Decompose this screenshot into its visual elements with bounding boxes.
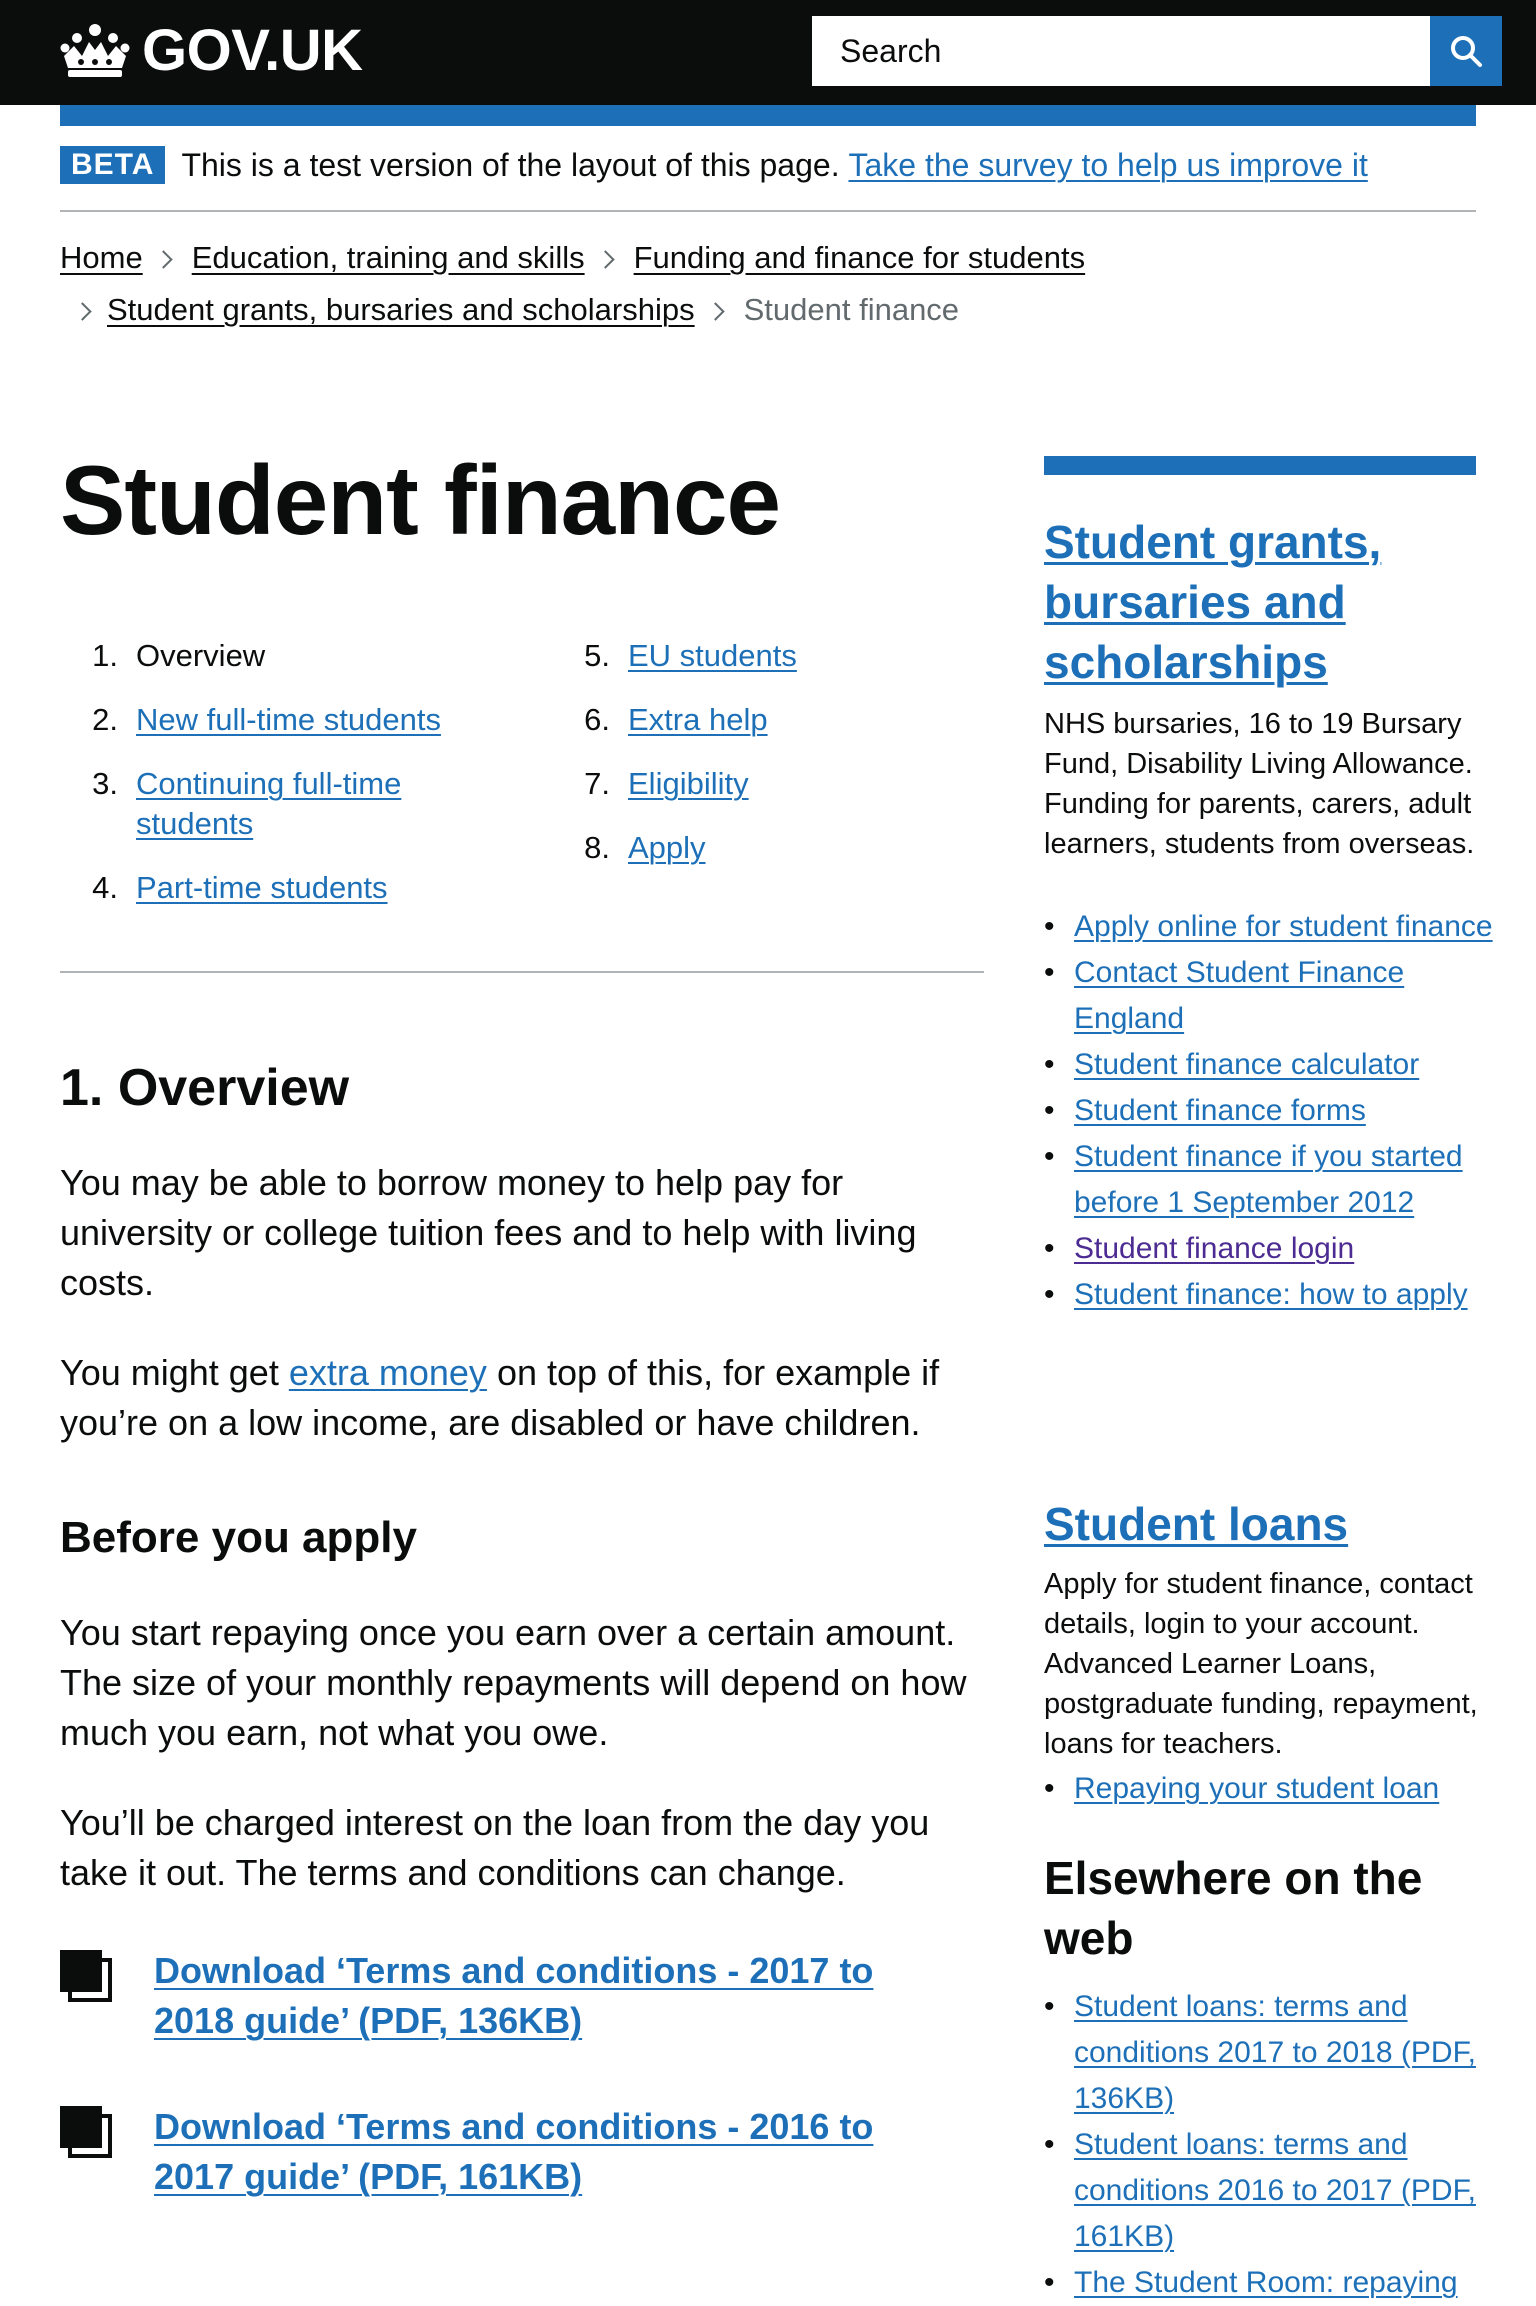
divider	[60, 210, 1476, 212]
sidebar-description: NHS bursaries, 16 to 19 Bursary Fund, Disability Living Allowance. Funding for parents, carers, adult learners, students from overseas.	[1044, 708, 1475, 860]
logo-text: GOV.UK	[142, 18, 363, 83]
survey-link[interactable]: Take the survey to help us improve it	[848, 146, 1368, 183]
sidebar-heading-loans[interactable]: Student loans	[1044, 1498, 1349, 1550]
sidebar-link-apply-online[interactable]: Apply online for student finance	[1074, 910, 1493, 943]
document-icon	[60, 1950, 112, 2002]
sidebar-link-student-room[interactable]: The Student Room: repaying	[1074, 2266, 1458, 2299]
search-form	[812, 16, 1502, 86]
section-heading: 1. Overview	[60, 1059, 350, 1117]
list-item[interactable]	[1074, 1088, 1514, 1134]
sidebar-blue-bar	[1044, 456, 1476, 475]
sidebar-link-terms-2017[interactable]: Student loans: terms and conditions 2017 to 2018 (PDF, 136KB)	[1074, 1990, 1476, 2115]
beta-tag: BETA	[60, 146, 165, 184]
list-item[interactable]	[1074, 1272, 1514, 1318]
chevron-right-icon	[73, 302, 91, 320]
sidebar-link-calculator[interactable]: Student finance calculator	[1074, 1048, 1420, 1081]
sidebar-link-before-2012[interactable]: Student finance if you started before 1 September 2012	[1074, 1140, 1463, 1219]
sidebar-link-contact-sfe[interactable]: Contact Student Finance England	[1074, 956, 1405, 1035]
page-title: Student finance	[60, 445, 781, 555]
crown-icon	[60, 22, 130, 80]
chevron-right-icon	[706, 302, 724, 320]
contents-item-apply[interactable]: 8. Apply	[584, 830, 706, 865]
sidebar-link-login[interactable]: Student finance login	[1074, 1232, 1355, 1265]
breadcrumb-home[interactable]: Home	[60, 240, 143, 275]
list-item[interactable]	[1074, 1226, 1514, 1272]
sidebar-description: Apply for student finance, contact details, login to your account. Advanced Learner Loans, postgraduate funding, repayment, loans for teachers.	[1044, 1568, 1478, 1760]
list-item[interactable]	[1074, 904, 1514, 950]
paragraph: You start repaying once you earn over a certain amount. The size of your monthly repayments will depend on how much you earn, not what you owe.	[60, 1612, 967, 1753]
subheading: Before you apply	[60, 1513, 417, 1562]
sidebar-link-repaying[interactable]: Repaying your student loan	[1074, 1772, 1440, 1805]
download-link-2017[interactable]: Download ‘Terms and conditions - 2017 to 2018 guide’ (PDF, 136KB)	[154, 1950, 874, 2041]
contents-item-continuing[interactable]: 3. Continuing full-time students	[92, 766, 402, 841]
breadcrumb-education[interactable]: Education, training and skills	[191, 240, 585, 275]
chevron-right-icon	[596, 250, 614, 268]
contents-item-eu[interactable]: 5. EU students	[584, 638, 797, 673]
contents-item-eligibility[interactable]: 7. Eligibility	[584, 766, 749, 801]
contents-item-part-time[interactable]: 4. Part-time students	[92, 870, 388, 905]
sidebar-link-how-to-apply[interactable]: Student finance: how to apply	[1074, 1278, 1468, 1311]
sidebar-link-terms-2016[interactable]: Student loans: terms and conditions 2016 to 2017 (PDF, 161KB)	[1074, 2128, 1476, 2253]
chevron-right-icon	[154, 250, 172, 268]
download-attachment	[60, 2102, 914, 2202]
list-item[interactable]	[1074, 2260, 1514, 2306]
sidebar-heading-elsewhere: Elsewhere on the web	[1044, 1852, 1423, 1964]
list-item[interactable]	[1074, 950, 1514, 1042]
contents-column-1	[60, 636, 480, 932]
download-link-2016[interactable]: Download ‘Terms and conditions - 2016 to 2017 guide’ (PDF, 161KB)	[154, 2106, 874, 2197]
sidebar-links-loans	[1044, 1766, 1514, 1812]
contents-column-2	[552, 636, 952, 892]
breadcrumb-funding[interactable]: Funding and finance for students	[633, 240, 1086, 275]
contents-item-new-full-time[interactable]: 2. New full-time students	[92, 702, 441, 737]
contents-item-overview: 1. Overview	[92, 638, 266, 673]
breadcrumb-current: Student finance	[743, 292, 960, 327]
divider	[60, 971, 984, 973]
breadcrumb	[60, 232, 1476, 336]
search-input[interactable]	[812, 16, 1430, 86]
list-item[interactable]	[1074, 2122, 1514, 2260]
list-item[interactable]	[1074, 1042, 1514, 1088]
list-item[interactable]	[1074, 1984, 1514, 2122]
paragraph: You may be able to borrow money to help pay for university or college tuition fees and to help with living costs.	[60, 1162, 917, 1303]
beta-banner	[60, 146, 1368, 184]
beta-text: This is a test version of the layout of this page.	[181, 146, 840, 183]
sidebar-link-forms[interactable]: Student finance forms	[1074, 1094, 1366, 1127]
sidebar-links-elsewhere	[1044, 1984, 1514, 2306]
extra-money-link[interactable]: extra money	[288, 1352, 487, 1393]
list-item[interactable]	[1074, 1134, 1514, 1226]
contents-item-extra-help[interactable]: 6. Extra help	[584, 702, 768, 737]
breadcrumb-grants[interactable]: Student grants, bursaries and scholarships	[107, 292, 695, 327]
search-icon	[1448, 33, 1484, 69]
list-item[interactable]	[1074, 1766, 1514, 1812]
header-blue-bar	[60, 105, 1476, 126]
sidebar-heading-grants[interactable]: Student grants, bursaries and scholarships	[1044, 516, 1382, 688]
download-attachment	[60, 1946, 914, 2046]
document-icon	[60, 2106, 112, 2158]
paragraph: You’ll be charged interest on the loan from the day you take it out. The terms and conditions can change.	[60, 1802, 930, 1893]
site-header	[0, 0, 1536, 105]
search-button[interactable]	[1430, 16, 1502, 86]
sidebar-links-grants	[1044, 904, 1514, 1318]
govuk-logo[interactable]	[60, 18, 363, 83]
paragraph: You might get extra money on top of this, for example if you’re on a low income, are disabled or have children.	[60, 1352, 940, 1443]
